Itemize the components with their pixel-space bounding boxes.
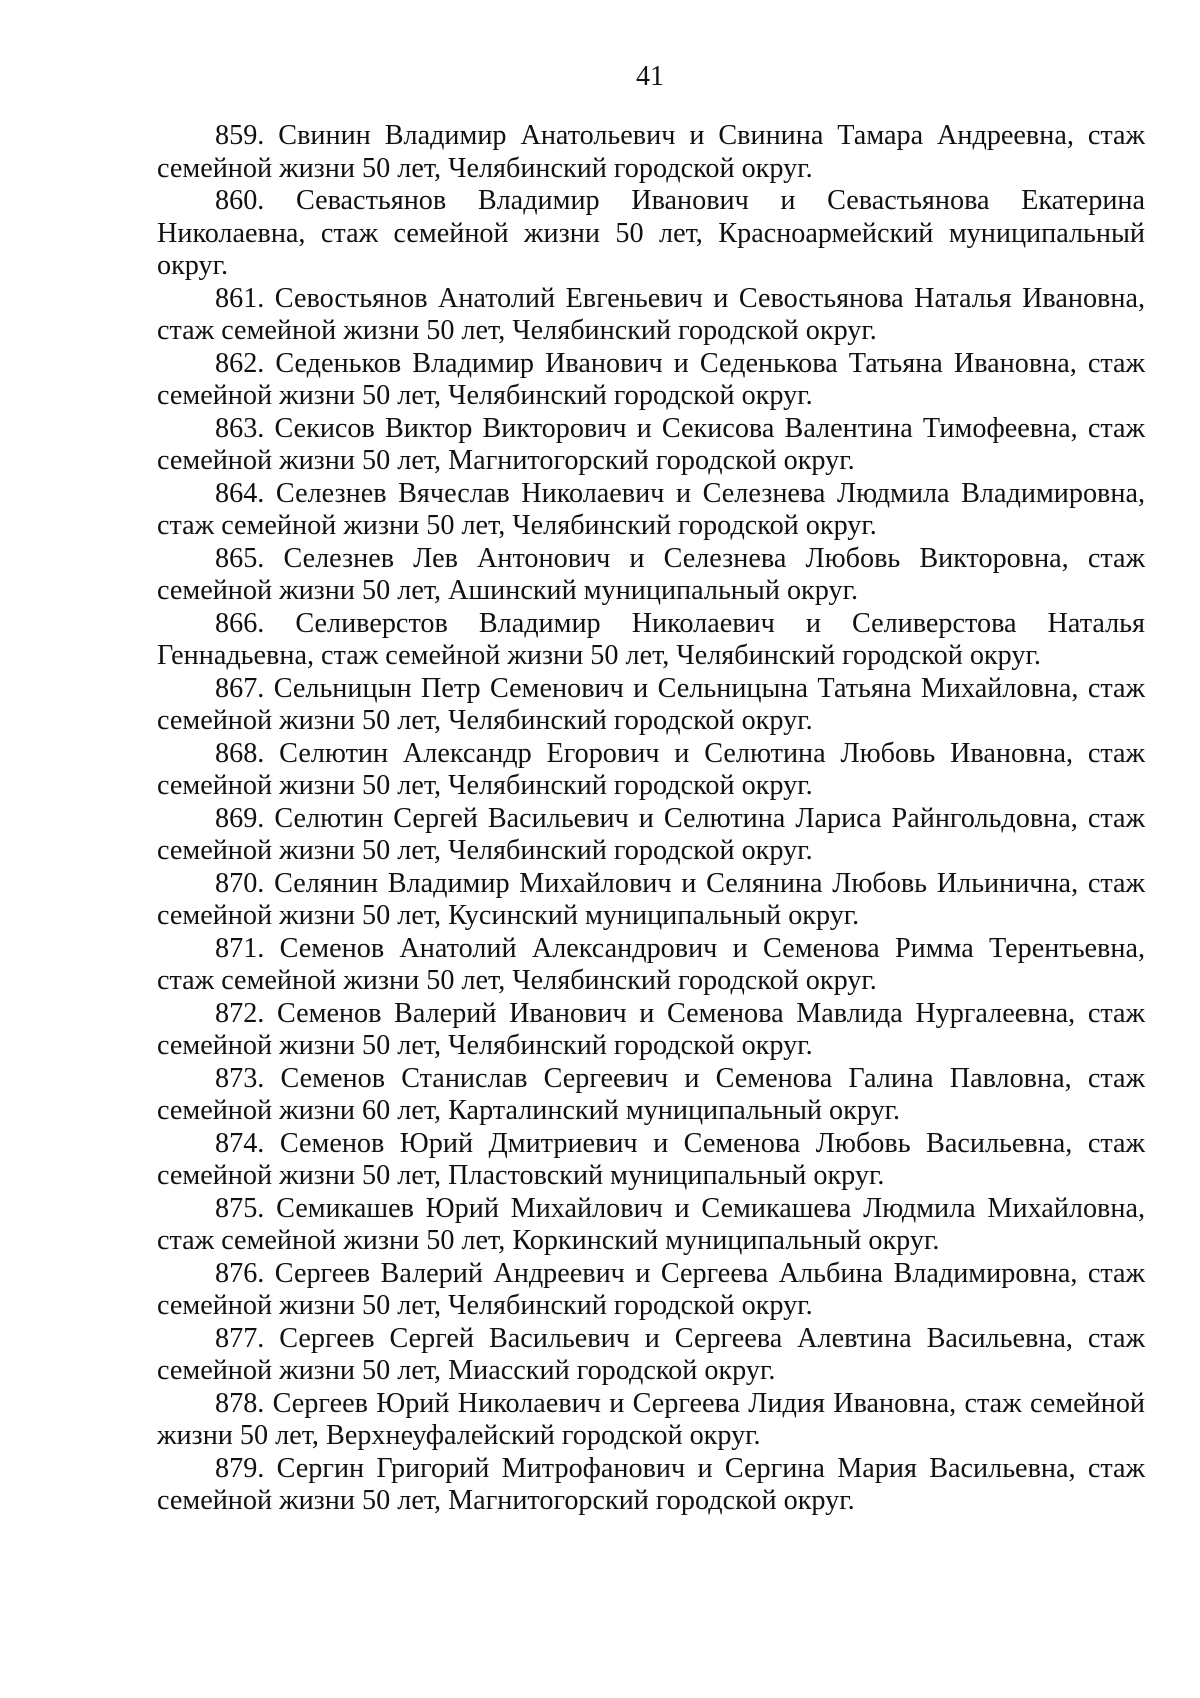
- entry-number: 874.: [215, 1127, 265, 1159]
- list-item: [157, 1388, 1145, 1453]
- entry-number: 860.: [215, 185, 265, 216]
- entry-text: Севастьянов Владимир Иванович и Севастьянова Екатерина Николаевна, стаж семейной жизни 50 лет, Красноармейский муниципальный округ.: [157, 185, 1146, 281]
- entry-number: 867.: [215, 672, 265, 704]
- entry-number: 877.: [215, 1322, 265, 1354]
- list-item: [157, 120, 1145, 185]
- list-item: [157, 1258, 1145, 1323]
- list-item: [157, 413, 1145, 478]
- entry-number: 871.: [215, 932, 265, 964]
- entry-text: Семенов Станислав Сергеевич и Семенова Галина Павловна, стаж семейной жизни 60 лет, Карталинский муниципальный округ.: [157, 1062, 1145, 1126]
- entry-text: Сергин Григорий Митрофанович и Сергина Мария Васильевна, стаж семейной жизни 50 лет, Магнитогорский городской округ.: [157, 1452, 1145, 1516]
- entry-number: 866.: [215, 607, 265, 639]
- entry-number: 862.: [215, 347, 265, 379]
- entry-text: Свинин Владимир Анатольевич и Свинина Тамара Андреевна, стаж семейной жизни 50 лет, Челябинский городской округ.: [157, 120, 1145, 184]
- entry-number: 861.: [215, 282, 265, 314]
- entry-number: 878.: [215, 1387, 265, 1419]
- entry-text: Сергеев Сергей Васильевич и Сергеева Алевтина Васильевна, стаж семейной жизни 50 лет, Миасский городской округ.: [157, 1322, 1146, 1386]
- list-item: [157, 478, 1145, 543]
- list-item: [157, 185, 1145, 283]
- entry-number: 873.: [215, 1062, 265, 1094]
- entry-number: 869.: [215, 802, 265, 834]
- list-item: [157, 998, 1145, 1063]
- entry-text: Севостьянов Анатолий Евгеньевич и Севостьянова Наталья Ивановна, стаж семейной жизни 50 лет, Челябинский городской округ.: [157, 282, 1145, 346]
- entry-text: Селянин Владимир Михайлович и Селянина Любовь Ильинична, стаж семейной жизни 50 лет, Кусинский муниципальный округ.: [157, 867, 1146, 931]
- entry-text: Семенов Юрий Дмитриевич и Семенова Любовь Васильевна, стаж семейной жизни 50 лет, Пластовский муниципальный округ.: [157, 1127, 1146, 1191]
- list-item: [157, 673, 1145, 738]
- entry-number: 864.: [215, 477, 265, 509]
- list-item: [157, 933, 1145, 998]
- list-item: [157, 1193, 1145, 1258]
- page-number: 41: [636, 61, 664, 92]
- entry-number: 875.: [215, 1192, 265, 1224]
- entry-text: Селезнев Вячеслав Николаевич и Селезнева Людмила Владимировна, стаж семейной жизни 50 лет, Челябинский городской округ.: [157, 477, 1146, 541]
- list-item: [157, 608, 1145, 673]
- entry-number: 859.: [215, 120, 265, 151]
- entry-text: Сергеев Валерий Андреевич и Сергеева Альбина Владимировна, стаж семейной жизни 50 лет, Челябинский городской округ.: [157, 1257, 1145, 1321]
- entry-number: 876.: [215, 1257, 265, 1289]
- entry-text: Селезнев Лев Антонович и Селезнева Любовь Викторовна, стаж семейной жизни 50 лет, Ашинский муниципальный округ.: [157, 542, 1146, 606]
- entry-text: Селютин Александр Егорович и Селютина Любовь Ивановна, стаж семейной жизни 50 лет, Челябинский городской округ.: [157, 737, 1146, 801]
- list-item: [157, 803, 1145, 868]
- entry-text: Семенов Валерий Иванович и Семенова Мавлида Нургалеевна, стаж семейной жизни 50 лет, Челябинский городской округ.: [157, 997, 1145, 1061]
- list-item: [157, 1063, 1145, 1128]
- entry-text: Семикашев Юрий Михайлович и Семикашева Людмила Михайловна, стаж семейной жизни 50 лет, Коркинский муниципальный округ.: [157, 1192, 1145, 1256]
- entry-text: Селютин Сергей Васильевич и Селютина Лариса Райнгольдовна, стаж семейной жизни 50 лет, Челябинский городской округ.: [157, 802, 1145, 866]
- list-item: [157, 283, 1145, 348]
- entry-number: 879.: [215, 1452, 265, 1484]
- entry-number: 863.: [215, 412, 265, 444]
- entry-number: 870.: [215, 867, 265, 899]
- entry-text: Семенов Анатолий Александрович и Семенова Римма Терентьевна, стаж семейной жизни 50 лет, Челябинский городской округ.: [157, 932, 1146, 996]
- entry-text: Сергеев Юрий Николаевич и Сергеева Лидия Ивановна, стаж семейной жизни 50 лет, Верхнеуфалейский городской округ.: [157, 1387, 1146, 1451]
- list-item: [157, 1128, 1145, 1193]
- list-item: [157, 1323, 1145, 1388]
- list-item: [157, 1453, 1145, 1518]
- entry-text: Селиверстов Владимир Николаевич и Селиверстова Наталья Геннадьевна, стаж семейной жизни 50 лет, Челябинский городской округ.: [157, 607, 1146, 671]
- entry-text: Сельницын Петр Семенович и Сельницына Татьяна Михайловна, стаж семейной жизни 50 лет, Челябинский городской округ.: [157, 672, 1146, 736]
- entry-text: Секисов Виктор Викторович и Секисова Валентина Тимофеевна, стаж семейной жизни 50 лет, Магнитогорский городской округ.: [157, 412, 1145, 476]
- entry-list: [157, 120, 1145, 1518]
- list-item: [157, 348, 1145, 413]
- entry-number: 872.: [215, 997, 265, 1029]
- list-item: [157, 868, 1145, 933]
- entry-number: 868.: [215, 737, 265, 769]
- entry-number: 865.: [215, 542, 265, 574]
- entry-text: Седеньков Владимир Иванович и Седенькова Татьяна Ивановна, стаж семейной жизни 50 лет, Челябинский городской округ.: [157, 347, 1145, 411]
- list-item: [157, 738, 1145, 803]
- list-item: [157, 543, 1145, 608]
